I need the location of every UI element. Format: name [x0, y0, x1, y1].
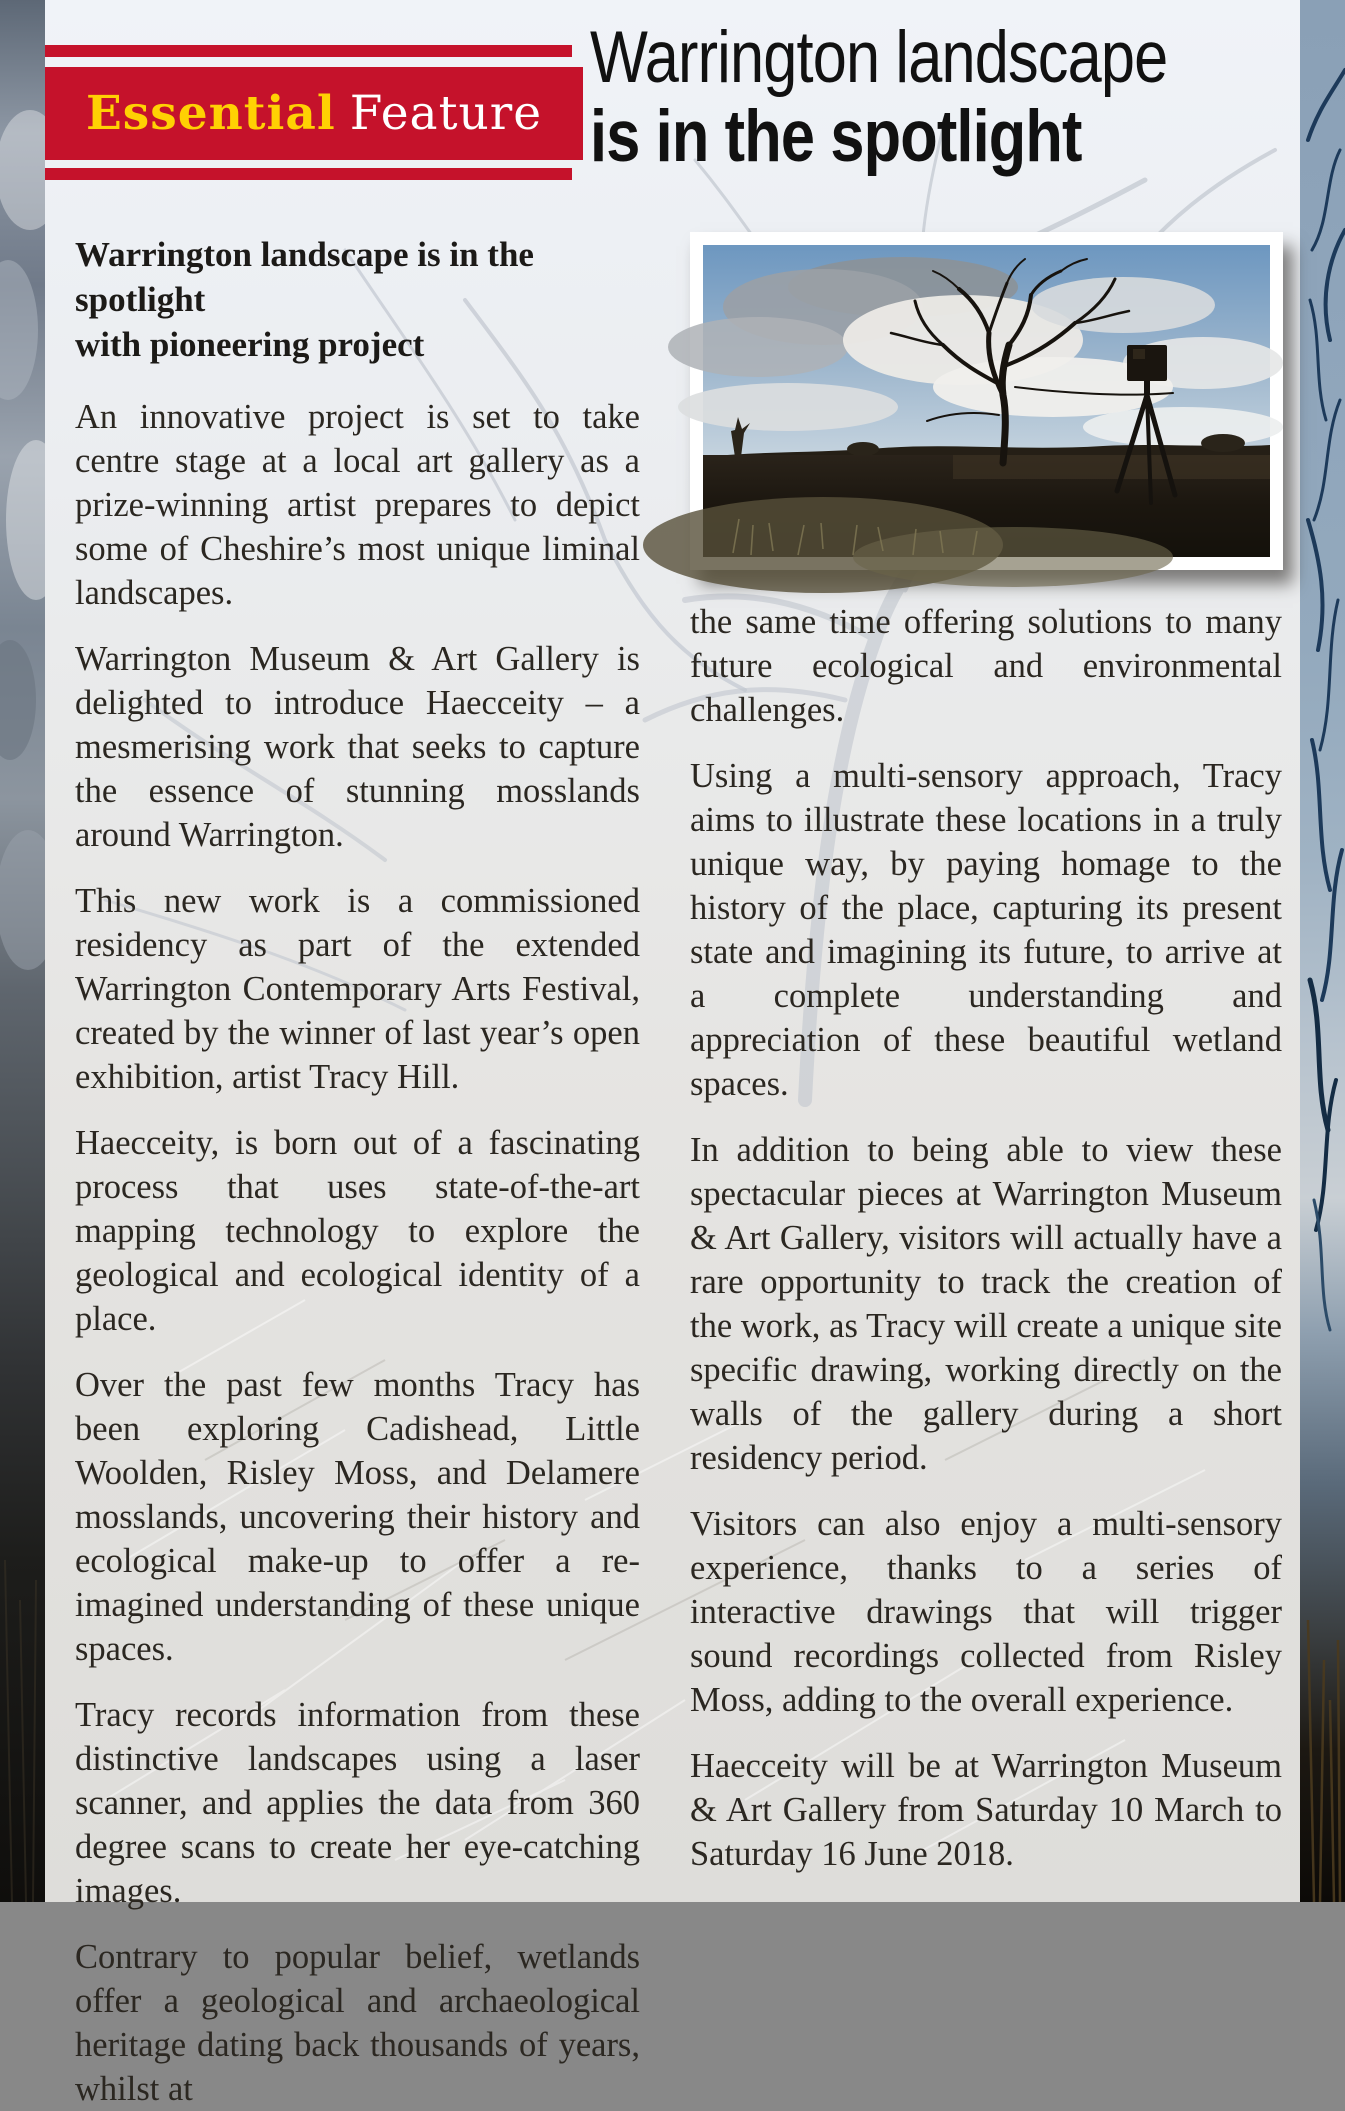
article-left-column [75, 232, 640, 2111]
article-right-paragraphs [690, 600, 1282, 1876]
article-subhead-line1: Warrington landscape is in the spotlight [75, 235, 534, 319]
article-paragraph: An innovative project is set to take centre stage at a local art gallery as a prize-winning artist prepares to depict some of Cheshire’s most unique liminal landscapes. [75, 398, 640, 612]
article-paragraph: Haecceity, is born out of a fascinating process that uses state-of-the-art mapping technology to explore the geological and ecological identity of a place. [75, 1124, 640, 1338]
article-paragraph: In addition to being able to view these spectacular pieces at Warrington Museum & Art Gallery, visitors will actually have a rare opportunity to track the creation of the work, as Tracy will create a unique site specific drawing, working directly on the walls of the gallery during a short residency period. [690, 1131, 1282, 1477]
article-paragraph: Haecceity will be at Warrington Museum & Art Gallery from Saturday 10 March to Saturday 16 June 2018. [690, 1747, 1282, 1873]
left-edge-clouds [0, 0, 45, 1902]
article-paragraph: Using a multi-sensory approach, Tracy aims to illustrate these locations in a truly unique way, by paying homage to the history of the place, capturing its present state and imagining its future, to arrive at a complete understanding and appreciation of these beautiful wetland spaces. [690, 757, 1282, 1103]
article-paragraph: Visitors can also enjoy a multi-sensory experience, thanks to a series of interactive drawings that will trigger sound recordings collected from Risley Moss, adding to the overall experience. [690, 1505, 1282, 1719]
article-subhead-line2: with pioneering project [75, 325, 425, 364]
article-paragraph: the same time offering solutions to many future ecological and environmental challenges. [690, 603, 1282, 729]
feature-photo [690, 232, 1283, 570]
right-edge-branches [1300, 0, 1345, 1902]
feature-photo-image [703, 245, 1270, 557]
background-photo-right-edge [1300, 0, 1345, 1902]
article-right-column [690, 600, 1282, 1876]
page-title-line2: is in the spotlight [590, 96, 1082, 177]
page-content-area [45, 0, 1300, 2108]
article-paragraph: This new work is a commissioned residency as part of the extended Warrington Contemporary Arts Festival, created by the winner of last year’s open exhibition, artist Tracy Hill. [75, 882, 640, 1096]
badge-top-stripe [45, 45, 572, 57]
page-title-line1: Warrington landscape [590, 17, 1168, 98]
article-subhead [75, 232, 640, 367]
essential-feature-badge [45, 67, 583, 160]
article-left-paragraphs [75, 395, 640, 2111]
page-title [590, 18, 1277, 176]
background-photo-left-edge [0, 0, 45, 1902]
article-paragraph: Tracy records information from these distinctive landscapes using a laser scanner, and applies the data from 360 degree scans to create her eye-catching images. [75, 1696, 640, 1910]
article-paragraph: Warrington Museum & Art Gallery is delighted to introduce Haecceity – a mesmerising work that seeks to capture the essence of stunning mosslands around Warrington. [75, 640, 640, 854]
article-paragraph: Over the past few months Tracy has been exploring Cadishead, Little Woolden, Risley Moss, and Delamere mosslands, uncovering their history and ecological make-up to offer a re-imagined understanding of these unique spaces. [75, 1366, 640, 1668]
badge-word-feature: Feature [349, 86, 543, 141]
badge-bottom-stripe [45, 168, 572, 180]
badge-word-essential: Essential [85, 86, 336, 141]
article-paragraph: Contrary to popular belief, wetlands offer a geological and archaeological heritage dating back thousands of years, whilst at [75, 1938, 640, 2108]
